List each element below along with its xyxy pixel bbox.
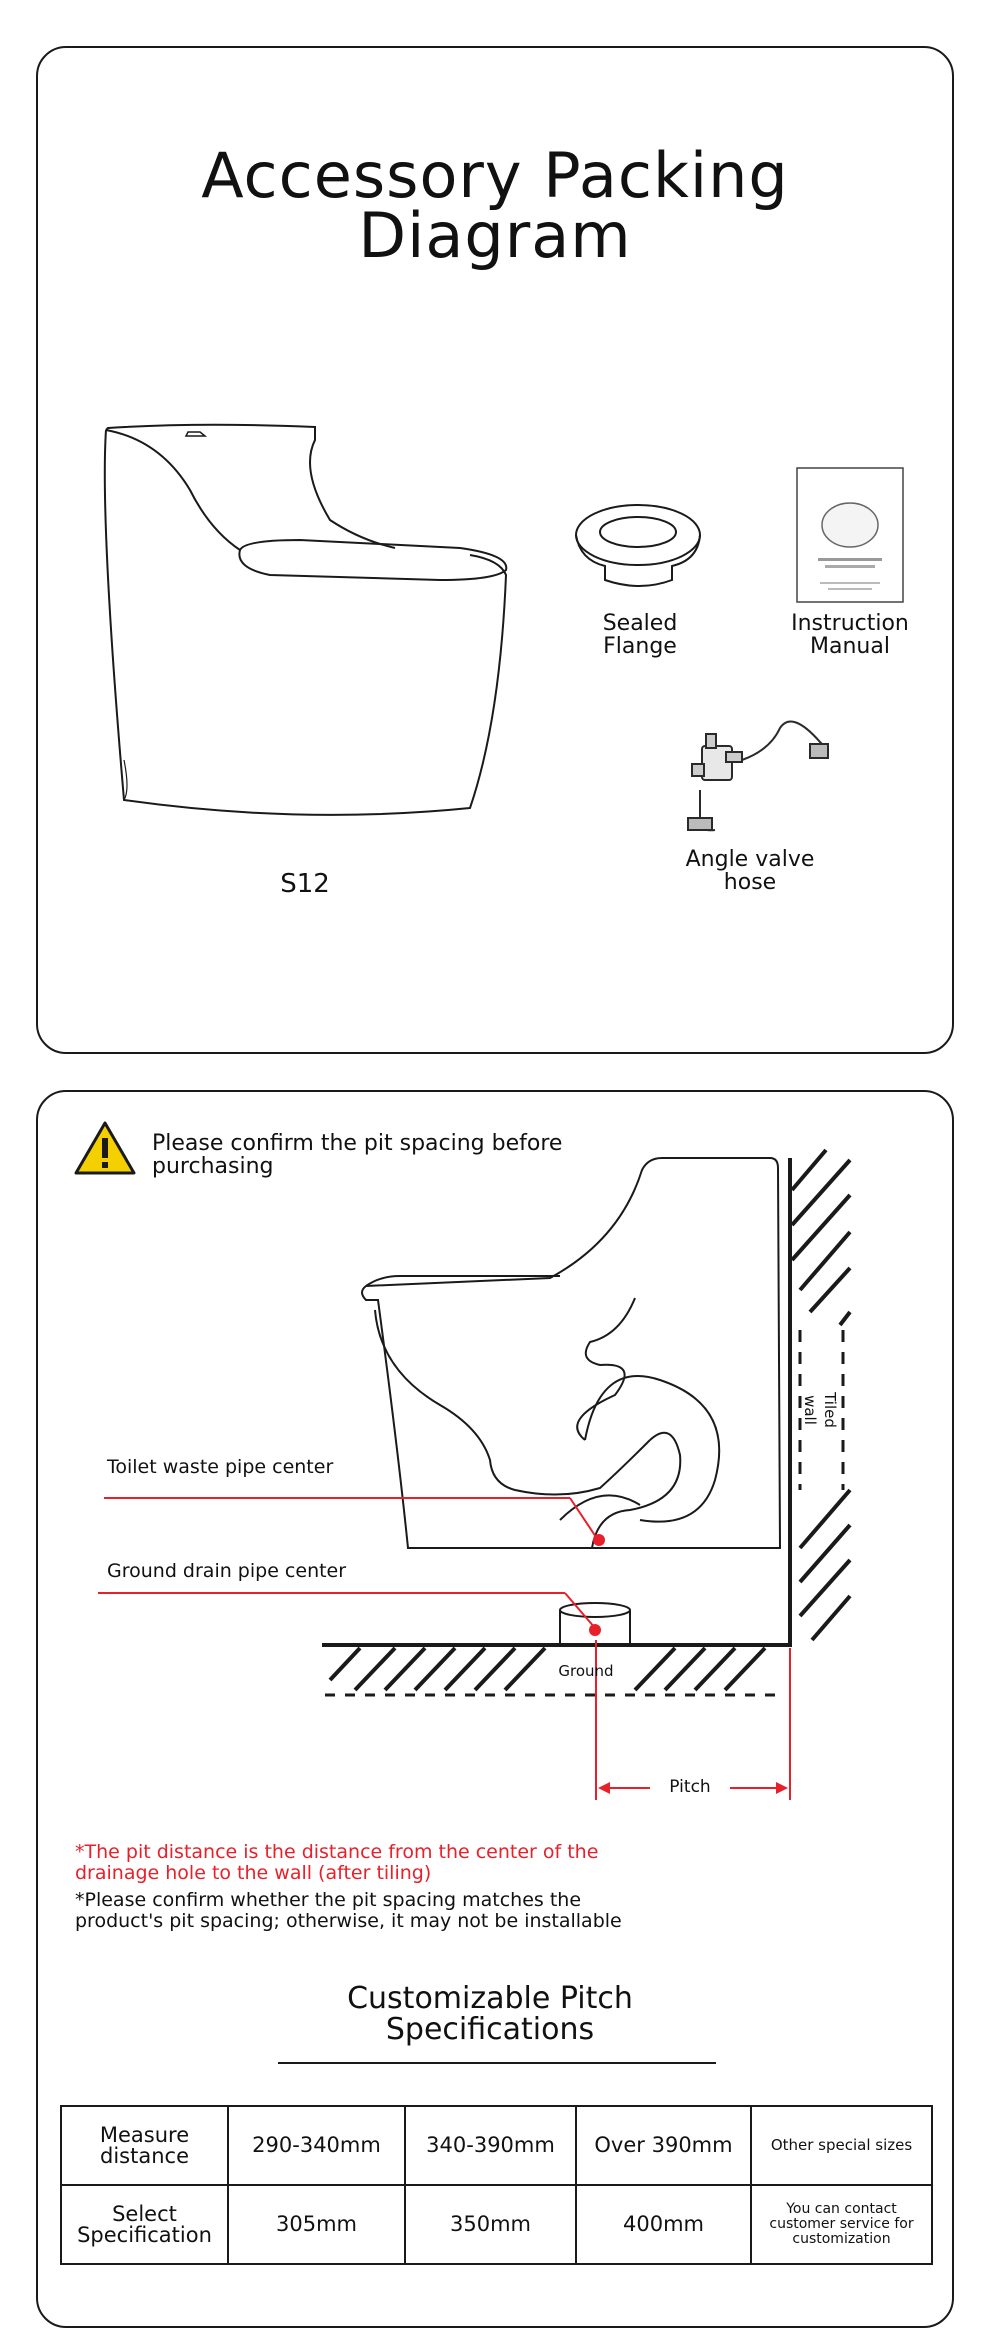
warning-text-line1: Please confirm the pit spacing before — [152, 1131, 563, 1156]
confirm-note-line1: *Please confirm whether the pit spacing matches the — [75, 1889, 582, 1911]
hose-label-line1: Angle valve — [685, 847, 815, 872]
model-label: S12 — [280, 869, 330, 899]
table-cell: 400mm — [576, 2185, 751, 2264]
table-cell: 290-340mm — [228, 2106, 405, 2185]
drain-pipe-dot — [589, 1624, 601, 1636]
table-cell: 350mm — [405, 2185, 576, 2264]
table-row — [61, 2185, 932, 2264]
spec-title-line1: Customizable Pitch — [347, 1981, 633, 2016]
warning-text-line2: purchasing — [152, 1154, 274, 1179]
flange-label-line2: Flange — [603, 634, 677, 659]
tiled-wall-label: Tiled wall — [820, 1380, 840, 1440]
manual-label-line1: Instruction — [791, 611, 909, 636]
table-cell: 305mm — [228, 2185, 405, 2264]
drain-pipe-leader — [98, 1593, 595, 1628]
pit-distance-note-line2: drainage hole to the wall (after tiling) — [75, 1862, 432, 1884]
table-header-cell: Select Specification — [61, 2185, 228, 2264]
spec-title-line2: Specifications — [385, 2012, 595, 2047]
confirm-note-line2: product's pit spacing; otherwise, it may not be installable — [75, 1910, 622, 1932]
waste-pipe-label: Toilet waste pipe center — [107, 1456, 334, 1478]
table-cell: You can contact customer service for customization — [751, 2185, 932, 2264]
table-cell: Over 390mm — [576, 2106, 751, 2185]
flange-label-line1: Sealed — [602, 611, 678, 636]
table-header-cell: Measure distance — [61, 2106, 228, 2185]
waste-pipe-dot — [593, 1534, 605, 1546]
pit-distance-note-line1: *The pit distance is the distance from the center of the — [75, 1841, 599, 1863]
toilet-section-illustration — [362, 1158, 780, 1548]
accessory-title-line2: Diagram — [358, 199, 632, 272]
pitch-spec-table — [60, 2105, 933, 2265]
hose-label-line2: hose — [723, 870, 777, 895]
table-cell: 340-390mm — [405, 2106, 576, 2185]
drain-pipe-label: Ground drain pipe center — [107, 1560, 347, 1582]
manual-label-line2: Manual — [810, 634, 890, 659]
table-cell: Other special sizes — [751, 2106, 932, 2185]
waste-pipe-leader — [104, 1498, 598, 1540]
accessory-title-line1: Accessory Packing — [201, 139, 789, 212]
spec-title-divider — [278, 2062, 716, 2064]
table-row — [61, 2106, 932, 2185]
pitch-label: Pitch — [669, 1777, 711, 1797]
ground-label: Ground — [558, 1662, 614, 1680]
